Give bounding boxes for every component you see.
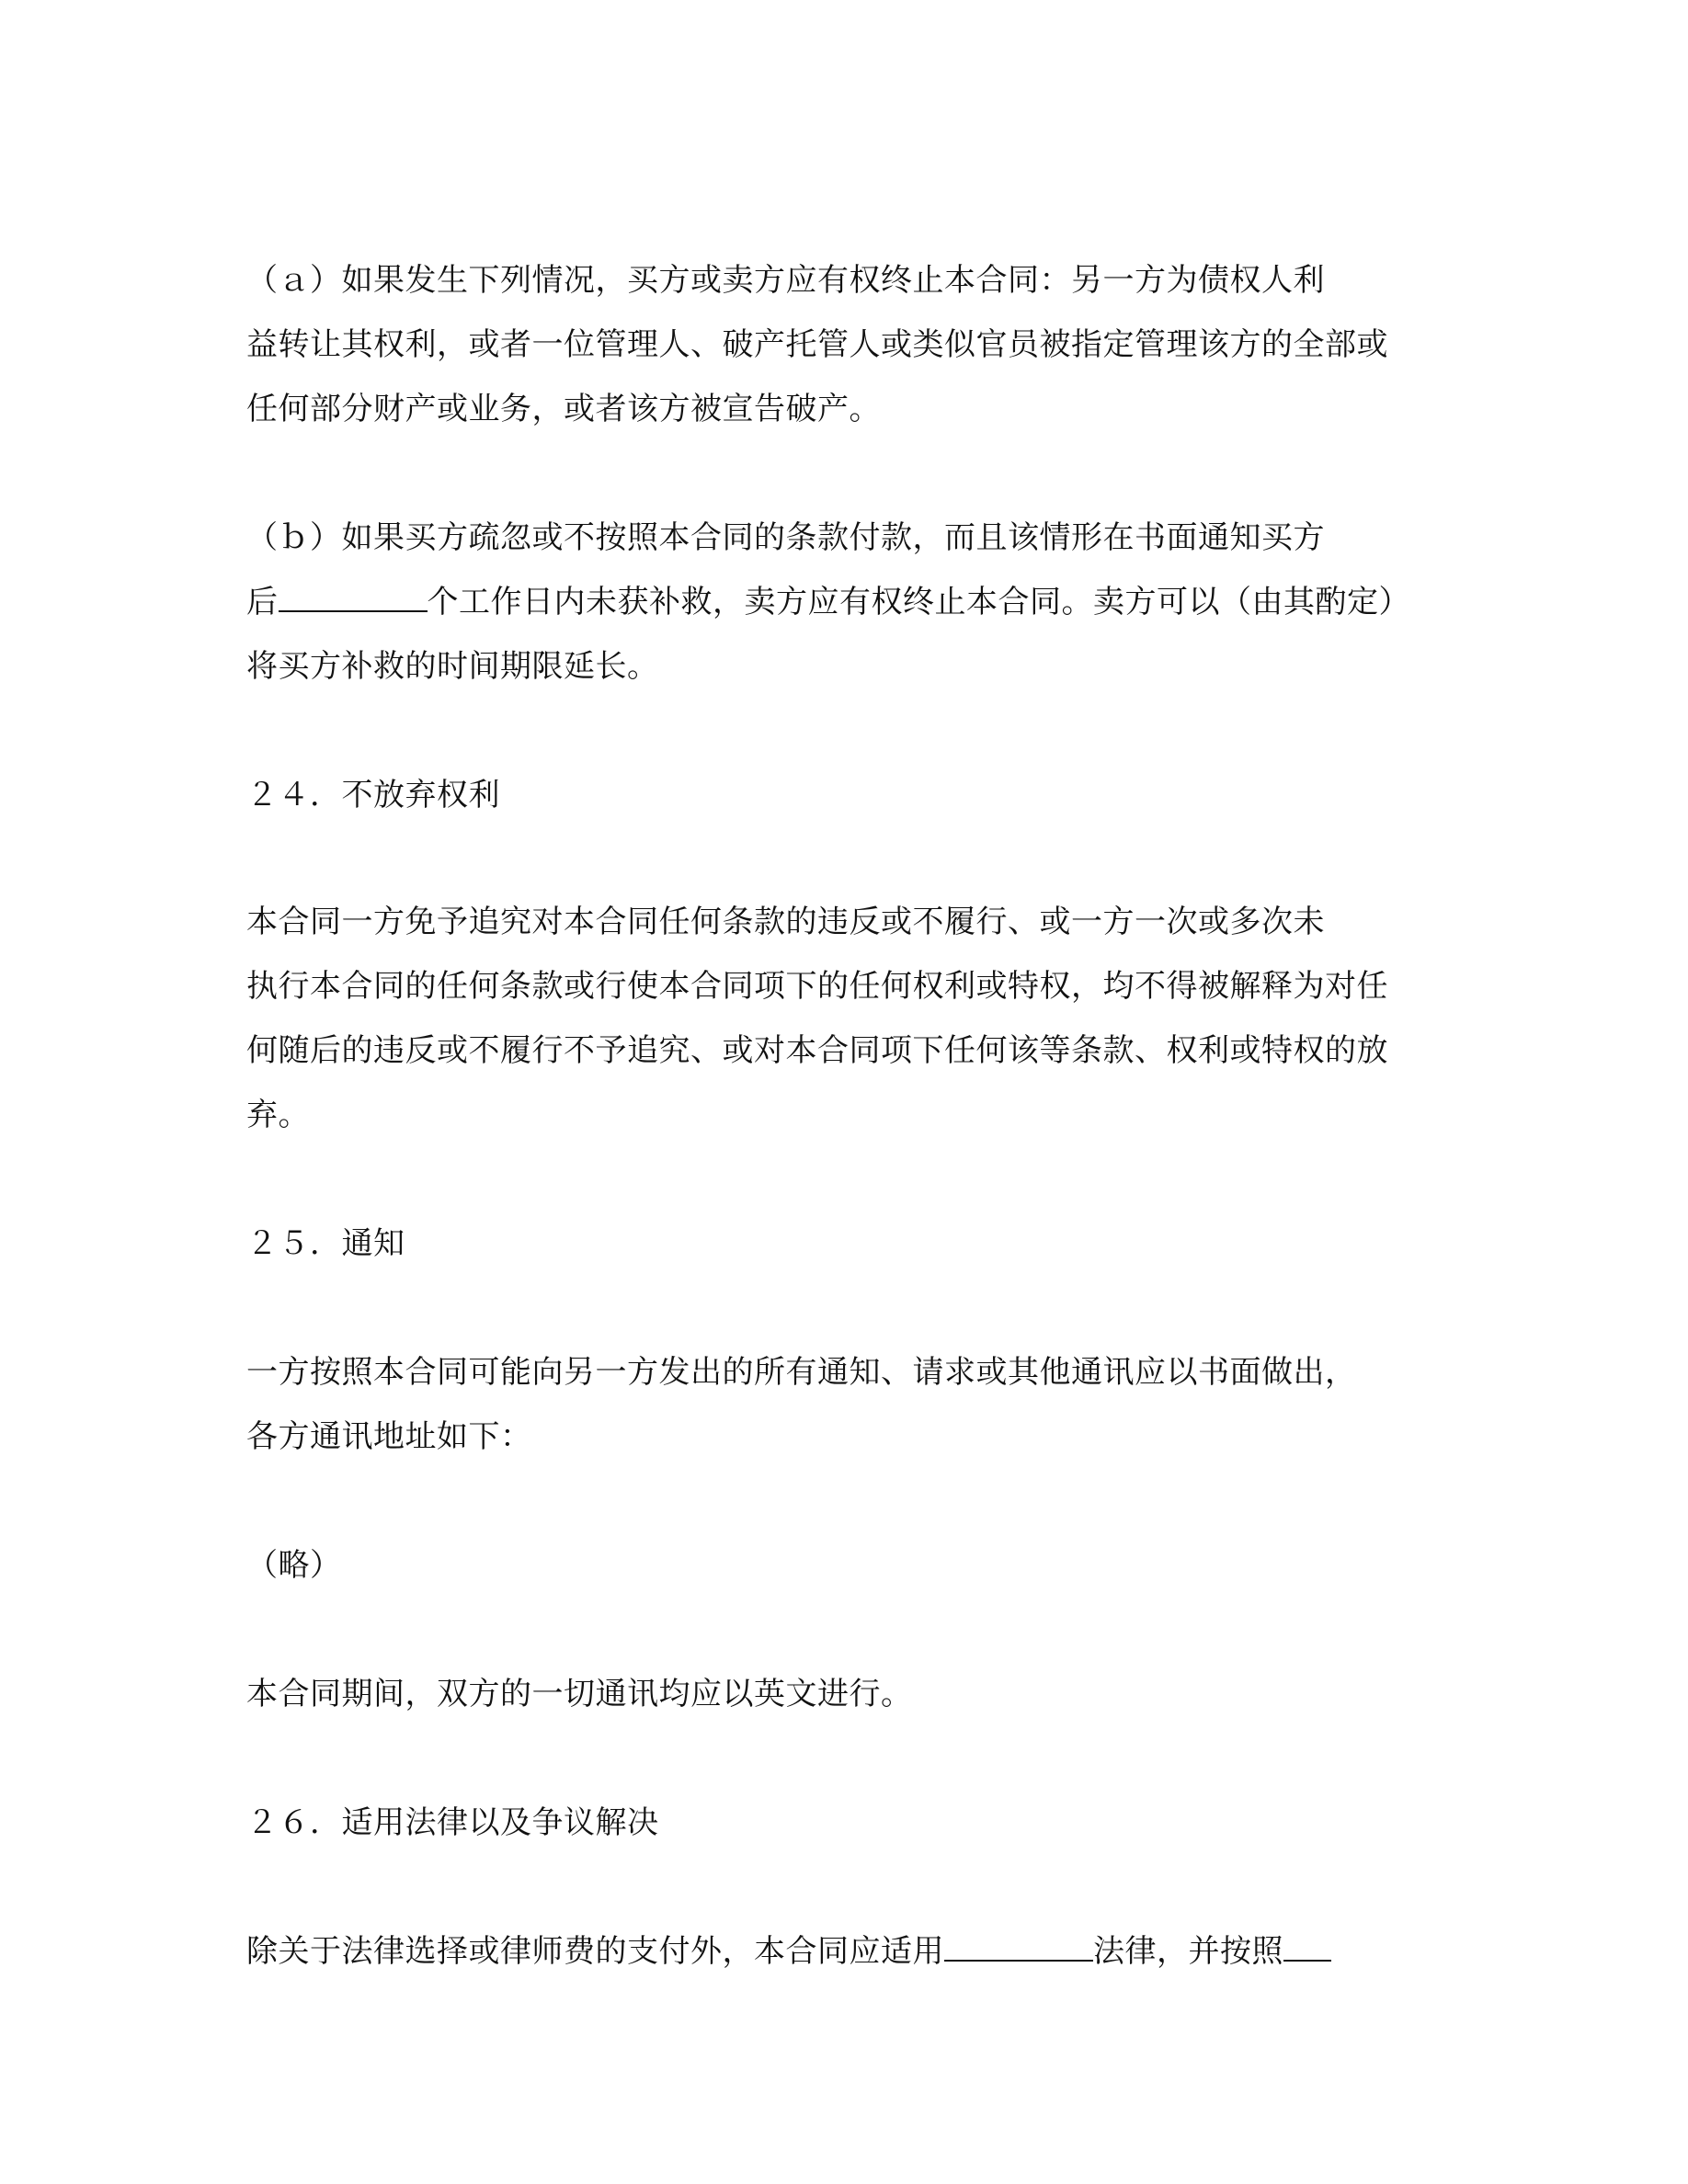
clause-26-heading: ２６．适用法律以及争议解决 xyxy=(246,1804,659,1841)
workdays-blank xyxy=(279,579,428,612)
clause-26-middle: 法律，并按照 xyxy=(1093,1933,1283,1970)
clause-24-line-3: 何随后的违反或不履行不予追究、或对本合同项下任何该等条款、权利或特权的放 xyxy=(246,1032,1388,1069)
section-a-line-2: 益转让其权利，或者一位管理人、破产托管人或类似官员被指定管理该方的全部或 xyxy=(246,326,1388,363)
clause-24-line-4: 弃。 xyxy=(246,1097,310,1133)
clause-25-language: 本合同期间，双方的一切通讯均应以英文进行。 xyxy=(246,1676,913,1712)
arbitration-blank xyxy=(1283,1928,1331,1962)
clause-25-omitted: （略） xyxy=(246,1547,342,1584)
section-b-line-1: （ｂ）如果买方疏忽或不按照本合同的条款付款，而且该情形在书面通知买方 xyxy=(246,519,1325,556)
governing-law-blank xyxy=(944,1928,1093,1962)
section-b-line-2-before: 后 xyxy=(246,584,279,620)
section-b-line-3: 将买方补救的时间期限延长。 xyxy=(246,648,659,685)
clause-24-line-1: 本合同一方免予追究对本合同任何条款的违反或不履行、或一方一次或多次未 xyxy=(246,904,1325,940)
clause-26-before: 除关于法律选择或律师费的支付外，本合同应适用 xyxy=(246,1933,944,1970)
clause-25-line-2: 各方通讯地址如下： xyxy=(246,1418,532,1455)
clause-25-heading: ２５．通知 xyxy=(246,1225,405,1262)
clause-24-line-2: 执行本合同的任何条款或行使本合同项下的任何权利或特权，均不得被解释为对任 xyxy=(246,968,1388,1005)
section-a-line-3: 任何部分财产或业务，或者该方被宣告破产。 xyxy=(246,391,881,427)
clause-24-heading: ２４．不放弃权利 xyxy=(246,777,500,813)
section-a-line-1: （ａ）如果发生下列情况，买方或卖方应有权终止本合同：另一方为债权人利 xyxy=(246,262,1325,299)
section-b-line-2 xyxy=(246,570,1442,634)
section-b-line-2-after: 个工作日内未获补救，卖方应有权终止本合同。卖方可以（由其酌定） xyxy=(427,584,1410,620)
clause-25-line-1: 一方按照本合同可能向另一方发出的所有通知、请求或其他通讯应以书面做出， xyxy=(246,1354,1357,1391)
clause-26-line-1 xyxy=(246,1919,1442,1984)
